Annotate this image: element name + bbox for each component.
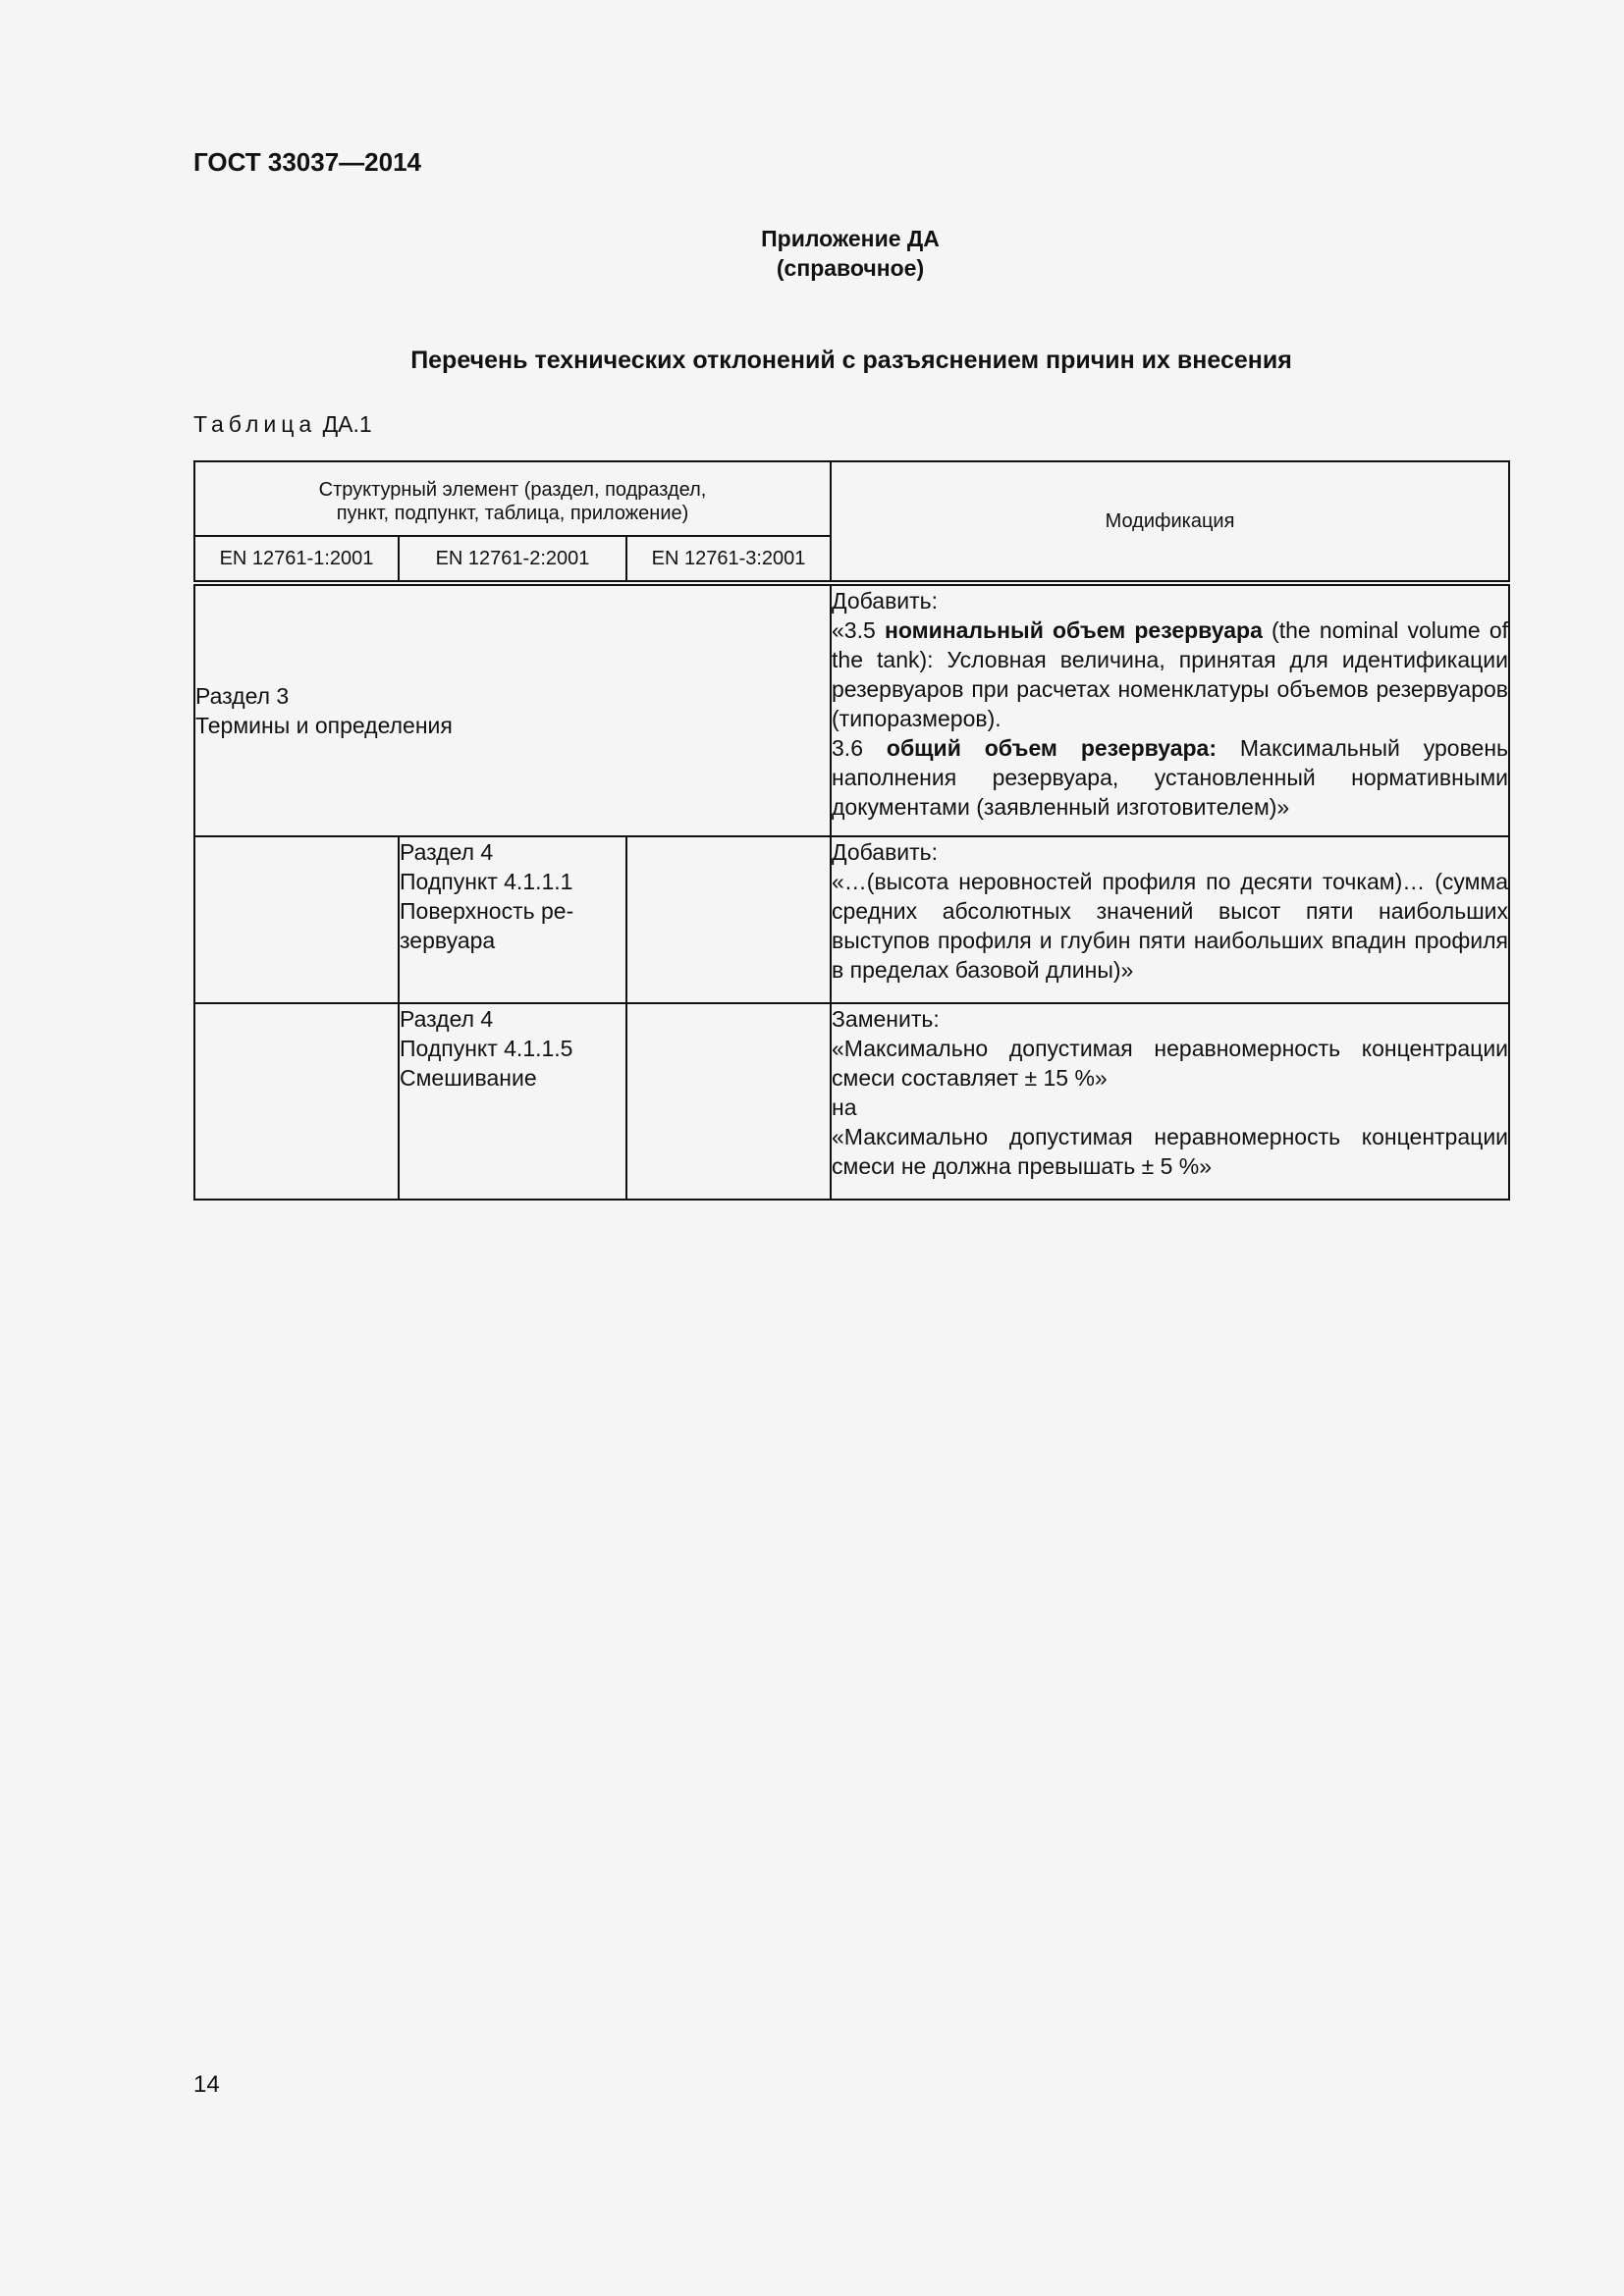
empty-cell	[194, 836, 399, 1003]
table-header-row	[194, 461, 1509, 536]
section-title: Перечень технических отклонений с разъяснением причин их внесения	[410, 347, 1292, 374]
struct-line: Раздел 3	[195, 683, 290, 709]
struct-line: Раздел 4	[400, 1006, 494, 1032]
appendix-title: Приложение ДА	[761, 226, 940, 251]
empty-cell	[626, 836, 831, 1003]
modification-text: «…(высота неровностей профиля по десяти точкам)… (сумма средних абсолютных значений высот пяти наибольших выступов профиля и глубин пяти наибольших впадин профиля в пределах базовой длины)»	[832, 869, 1509, 983]
struct-line: Раздел 4	[400, 839, 494, 865]
struct-cell	[194, 583, 831, 836]
table-row	[194, 1003, 1509, 1200]
modification-text: «Максимально допустимая неравномерность концентрации смеси не должна превышать ± 5 %»	[832, 1124, 1509, 1179]
struct-line: Подпункт 4.1.1.5	[400, 1036, 573, 1061]
struct-cell	[399, 1003, 626, 1200]
struct-line: Поверхность ре-	[400, 898, 574, 924]
document-code: ГОСТ 33037—2014	[193, 147, 421, 177]
table-row	[194, 583, 1509, 836]
struct-line: зервуара	[400, 928, 496, 953]
connector-word: на	[832, 1095, 857, 1120]
struct-line: Подпункт 4.1.1.1	[400, 869, 573, 894]
col-header-en-2: EN 12761-2:2001	[399, 536, 626, 583]
modification-cell	[831, 583, 1509, 836]
modification-header: Модификация	[831, 461, 1509, 583]
action-label: Заменить:	[832, 1006, 940, 1032]
page-number: 14	[193, 2071, 220, 2098]
modification-cell	[831, 836, 1509, 1003]
struct-header-line: Структурный элемент (раздел, подраздел,	[318, 479, 707, 501]
modification-text: «Максимально допустимая неравномерность концентрации смеси составляет ± 15 %»	[832, 1036, 1509, 1091]
table-label-id: ДА.1	[322, 411, 372, 437]
col-header-en-3: EN 12761-3:2001	[626, 536, 831, 583]
modification-cell	[831, 1003, 1509, 1200]
empty-cell	[194, 1003, 399, 1200]
struct-line: Термины и определения	[195, 713, 453, 738]
struct-cell	[399, 836, 626, 1003]
action-label: Добавить:	[832, 839, 939, 865]
modifications-table	[193, 460, 1510, 1201]
appendix-kind: (справочное)	[776, 255, 925, 281]
table-label	[193, 411, 372, 438]
col-header-en-1: EN 12761-1:2001	[194, 536, 399, 583]
definition-3-5: «3.5 номинальный объем резервуара (the nominal volume of the tank): Условная величина, принятая для идентификации резервуаров при расчетах номенклатуры объемов резервуаров (типоразмеров).	[832, 617, 1509, 731]
table-label-word: Таблица	[193, 411, 317, 437]
structural-element-header	[194, 461, 831, 536]
struct-header-line: пункт, подпункт, таблица, приложение)	[336, 503, 689, 524]
table-row	[194, 836, 1509, 1003]
struct-line: Смешивание	[400, 1065, 537, 1091]
action-label: Добавить:	[832, 588, 939, 614]
appendix-heading	[0, 224, 1624, 283]
empty-cell	[626, 1003, 831, 1200]
definition-3-6: 3.6 общий объем резервуара: Максимальный уровень наполнения резервуара, установленный нормативными документами (заявленный изготовителем)»	[832, 735, 1509, 820]
